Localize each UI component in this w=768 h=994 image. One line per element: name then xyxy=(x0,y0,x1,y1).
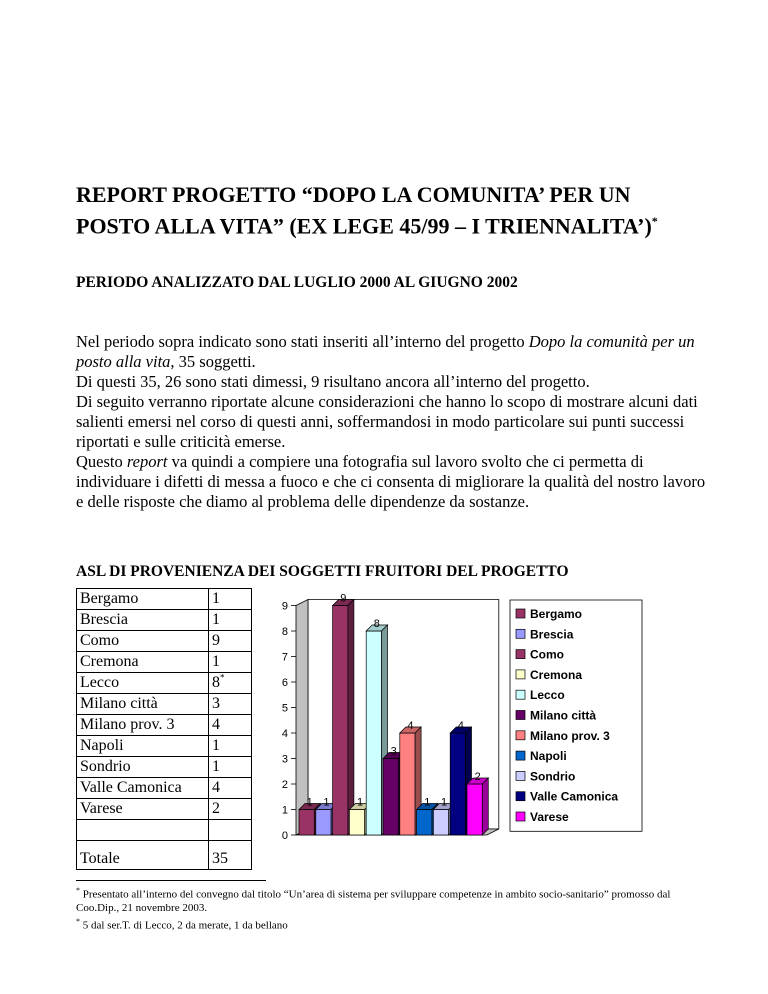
bar-front xyxy=(349,810,364,836)
bar-front xyxy=(299,810,314,836)
bar-data-label: 1 xyxy=(440,796,448,809)
legend-label: Milano città xyxy=(530,708,597,723)
bar-front xyxy=(450,733,465,835)
intro-text xyxy=(76,332,716,512)
intro-paragraph-3: Di seguito verranno riportate alcune considerazioni che hanno lo scopo di mostrare alcuni dati salienti emersi nel corso di questi anni, soffermandosi in modo particolare sui punti successi riportati e sulle criticità emerse. xyxy=(76,392,698,451)
footnote-2: * 5 dal ser.T. di Lecco, 2 da merate, 1 da bellano xyxy=(76,916,288,932)
y-tick-label: 2 xyxy=(281,779,288,791)
title-footnote-marker: * xyxy=(651,214,658,228)
y-tick-label: 4 xyxy=(281,728,288,740)
legend-swatch xyxy=(516,650,525,659)
intro-paragraph-1: Nel periodo sopra indicato sono stati inseriti all’interno del progetto Dopo la comunità per un posto alla vita, 35 soggetti. xyxy=(76,332,695,371)
y-tick-label: 0 xyxy=(281,830,288,842)
bar-front xyxy=(417,810,432,836)
bar-data-label: 9 xyxy=(340,592,347,605)
bar-front xyxy=(383,759,398,836)
footnote-rule xyxy=(76,880,266,881)
legend-swatch xyxy=(516,751,525,760)
legend-label: Bergamo xyxy=(530,607,583,621)
footnote-marker: * xyxy=(220,672,225,683)
legend-swatch xyxy=(516,711,525,720)
asl-name-cell: Milano prov. 3 xyxy=(77,715,209,736)
legend-swatch xyxy=(516,731,525,740)
bar-front xyxy=(433,810,448,836)
asl-name-cell: Milano città xyxy=(77,694,209,715)
asl-count-cell: 1 xyxy=(209,757,252,778)
asl-name-cell: Lecco xyxy=(77,673,209,694)
bar-data-label: 8 xyxy=(373,618,380,630)
y-tick-label: 3 xyxy=(281,753,288,766)
legend-swatch xyxy=(516,792,525,801)
asl-name-cell: Bergamo xyxy=(77,589,209,610)
legend-label: Napoli xyxy=(530,749,567,764)
asl-count-cell: 4 xyxy=(209,778,252,799)
asl-bar-chart xyxy=(270,588,650,850)
y-tick-label: 9 xyxy=(281,600,288,613)
document-title: REPORT PROGETTO “DOPO LA COMUNITA’ PER UN POSTO ALLA VITA” (EX LEGE 45/99 – I TRIENNALITA’)* xyxy=(76,182,658,239)
table-row xyxy=(77,610,252,631)
bar-front xyxy=(333,606,348,836)
legend-swatch xyxy=(516,670,525,679)
asl-count-cell: 8* xyxy=(209,673,252,694)
table-row xyxy=(77,673,252,694)
asl-count-cell: 1 xyxy=(209,736,252,757)
period-heading: PERIODO ANALIZZATO DAL LUGLIO 2000 AL GIUGNO 2002 xyxy=(76,274,518,291)
table-row xyxy=(77,652,252,673)
legend-swatch xyxy=(516,771,525,780)
bar-data-label: 4 xyxy=(407,720,414,732)
asl-name-cell: Como xyxy=(77,631,209,652)
bar-como xyxy=(333,600,354,836)
bar-side xyxy=(348,600,354,836)
intro-paragraph-4: Questo report va quindi a compiere una fotografia sul lavoro svolto che ci permetta di individuare i difetti di messa a fuoco e che ci consenta di migliorare la qualità del nostro lavoro e delle risposte che diamo al problema delle dipendenze da sostanze. xyxy=(76,452,706,511)
bar-data-label: 1 xyxy=(424,796,431,809)
bar-front xyxy=(366,631,381,835)
legend-label: Lecco xyxy=(530,688,565,703)
bar-front xyxy=(467,784,482,835)
asl-count-cell: 9 xyxy=(209,631,252,652)
asl-heading: ASL DI PROVENIENZA DEI SOGGETTI FRUITORI DEL PROGETTO xyxy=(76,563,569,580)
asl-count-cell: 1 xyxy=(209,610,252,631)
table-row xyxy=(77,631,252,652)
asl-name-cell: Valle Camonica xyxy=(77,778,209,799)
legend-label: Cremona xyxy=(530,667,583,682)
legend-swatch xyxy=(516,690,525,699)
legend-label: Brescia xyxy=(530,627,574,642)
asl-count-cell: 1 xyxy=(209,652,252,673)
total-label: Totale xyxy=(77,841,209,870)
bar-data-label: 1 xyxy=(323,796,330,809)
y-tick-label: 8 xyxy=(281,626,288,638)
bar-front xyxy=(316,810,331,836)
bar-front xyxy=(400,733,415,835)
y-tick-label: 7 xyxy=(281,651,288,664)
legend-swatch xyxy=(516,812,525,821)
legend-label: Valle Camonica xyxy=(530,789,619,804)
asl-count-cell: 4 xyxy=(209,715,252,736)
bar-data-label: 1 xyxy=(306,796,313,809)
table-row xyxy=(77,736,252,757)
legend-label: Varese xyxy=(530,810,569,824)
footnote-1: * Presentato all’interno del convegno dal titolo “Un’area di sistema per sviluppare competenze in ambito socio-sanitario” promosso dal Coo.Dip., 21 novembre 2003. xyxy=(76,886,671,914)
total-value: 35 xyxy=(209,841,252,870)
table-row xyxy=(77,715,252,736)
legend-label: Milano prov. 3 xyxy=(530,728,610,743)
asl-name-cell: Cremona xyxy=(77,652,209,673)
legend-swatch xyxy=(516,609,525,618)
bar-side xyxy=(482,778,488,835)
table-row xyxy=(77,778,252,799)
footnotes xyxy=(76,884,716,932)
asl-name-cell: Brescia xyxy=(77,610,209,631)
legend-label: Como xyxy=(530,647,564,662)
table-total-row xyxy=(77,841,252,870)
table-row xyxy=(77,799,252,820)
legend-label: Sondrio xyxy=(530,769,576,784)
asl-count-cell: 2 xyxy=(209,799,252,820)
y-tick-label: 1 xyxy=(281,804,288,817)
bar-varese xyxy=(467,778,488,835)
asl-count-cell: 3 xyxy=(209,694,252,715)
asl-name-cell: Varese xyxy=(77,799,209,820)
bar-data-label: 4 xyxy=(457,720,464,732)
table-row xyxy=(77,694,252,715)
table-row xyxy=(77,757,252,778)
intro-paragraph-2: Di questi 35, 26 sono stati dimessi, 9 risultano ancora all’interno del progetto. xyxy=(76,372,590,391)
table-spacer-row xyxy=(77,820,252,841)
asl-count-cell: 1 xyxy=(209,589,252,610)
asl-table xyxy=(76,588,252,870)
table-row xyxy=(77,589,252,610)
bar-data-label: 2 xyxy=(474,771,481,783)
y-tick-label: 6 xyxy=(281,677,288,689)
asl-name-cell: Napoli xyxy=(77,736,209,757)
legend-swatch xyxy=(516,629,525,638)
y-tick-label: 5 xyxy=(281,702,288,715)
bar-data-label: 3 xyxy=(390,745,397,758)
bar-data-label: 1 xyxy=(356,796,364,809)
asl-name-cell: Sondrio xyxy=(77,757,209,778)
